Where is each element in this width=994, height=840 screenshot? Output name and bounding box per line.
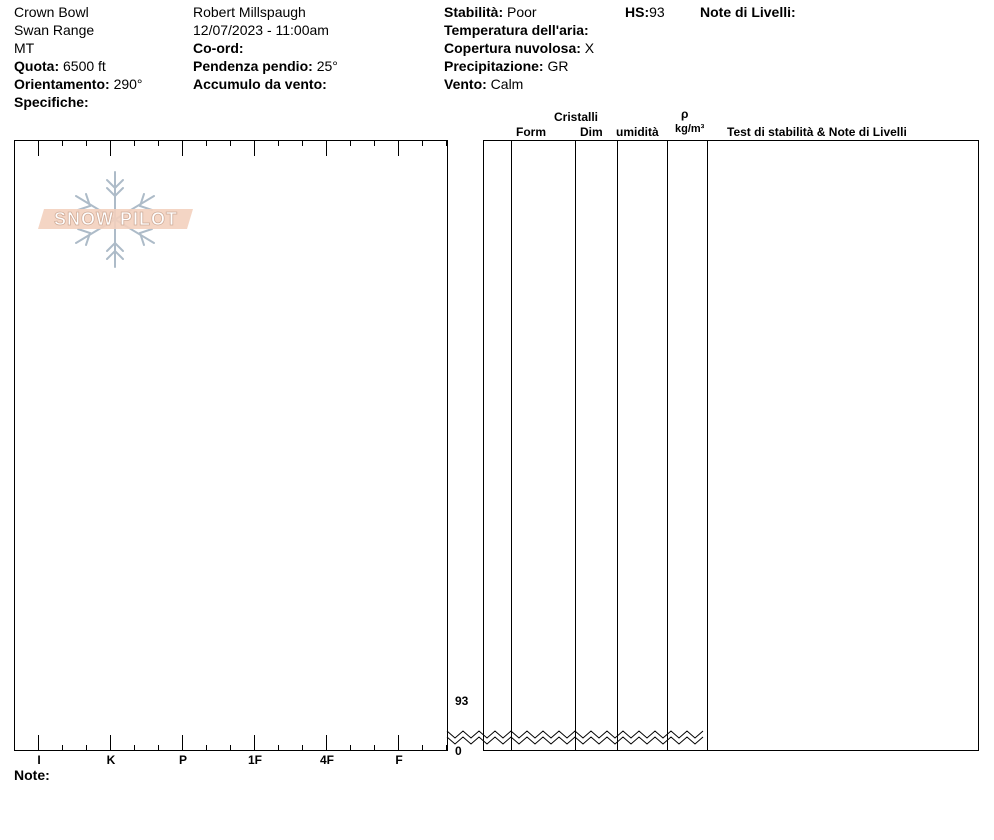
elevation-value: 6500 ft	[63, 58, 106, 74]
hs-axis-bottom-label: 0	[455, 744, 462, 758]
snowpilot-logo	[38, 172, 193, 267]
stability-value: Poor	[507, 4, 537, 20]
wind-loading-label: Accumulo da vento:	[193, 76, 327, 92]
form-header: Form	[516, 125, 546, 139]
hardness-label: F	[395, 753, 403, 767]
density-unit: kg/m³	[675, 123, 705, 135]
stability-label: Stabilità:	[444, 4, 504, 20]
observation-datetime: 12/07/2023 - 11:00am	[193, 22, 329, 38]
hs-label: HS:	[625, 4, 650, 20]
hardness-label: I	[37, 753, 41, 767]
observer-name: Robert Millspaugh	[193, 4, 306, 20]
elevation-label: Quota:	[14, 58, 60, 74]
size-header: Dim	[580, 125, 603, 139]
sky-value: X	[584, 40, 595, 56]
layer-notes-label: Note di Livelli:	[700, 4, 796, 20]
aspect-label: Orientamento:	[14, 76, 110, 92]
crystals-header: Cristalli	[554, 110, 599, 124]
state-name: MT	[14, 40, 35, 56]
moisture-header: umidità	[616, 125, 659, 139]
hardness-label: 1F	[248, 753, 263, 767]
wind-label: Vento:	[444, 76, 487, 92]
density-symbol: ρ	[681, 107, 689, 121]
hardness-label: P	[178, 753, 187, 767]
range-name: Swan Range	[14, 22, 95, 38]
hardness-label: K	[106, 753, 116, 767]
top-tick-marks	[39, 140, 447, 156]
sky-label: Copertura nuvolosa:	[444, 40, 581, 56]
precip-value: GR	[547, 58, 569, 74]
aspect-value: 290°	[113, 76, 143, 92]
precip-label: Precipitazione:	[444, 58, 544, 74]
coord-label: Co-ord:	[193, 40, 244, 56]
stability-notes-header: Test di stabilità & Note di Livelli	[727, 125, 907, 139]
specifics-label: Specifiche:	[14, 94, 89, 110]
slope-label: Pendenza pendio:	[193, 58, 313, 74]
notes-label: Note:	[14, 767, 50, 783]
slope-value: 25°	[316, 58, 338, 74]
bottom-tick-marks	[39, 735, 447, 751]
wind-value: Calm	[490, 76, 524, 92]
snowpilot-logo-text: SNOW PILOT	[54, 209, 178, 229]
hs-value: 93	[649, 4, 665, 20]
layer-table-frame	[484, 141, 979, 751]
hardness-label: 4F	[320, 753, 335, 767]
air-temp-label: Temperatura dell'aria:	[444, 22, 589, 38]
hardness-graph-frame	[15, 141, 448, 751]
location-name: Crown Bowl	[14, 4, 89, 20]
hs-axis-top-label: 93	[455, 694, 469, 708]
